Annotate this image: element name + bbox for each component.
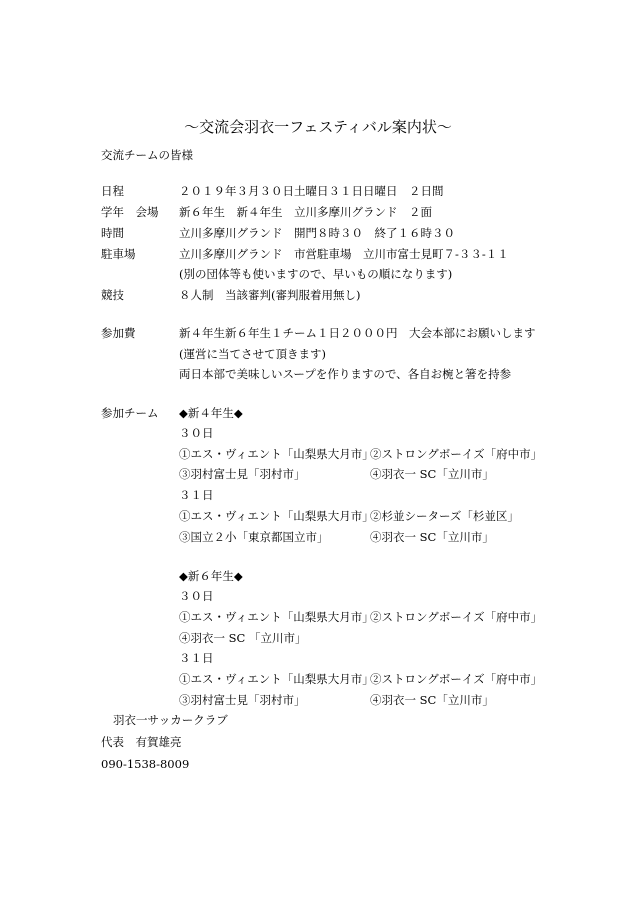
- grade6-day30-team: ②ストロングボーイズ「府中市」: [370, 610, 543, 624]
- grade6-day31: ３１日: [179, 651, 214, 665]
- fee-label: 参加費: [101, 326, 136, 340]
- grade6-day30-team: ①エス・ヴィエント「山梨県大月市」: [179, 610, 374, 624]
- representative: 代表 有賀雄亮: [101, 735, 182, 749]
- grade4-day31-team: ①エス・ヴィエント「山梨県大月市」: [179, 509, 374, 523]
- fee-line-3: 両日本部で美味しいスープを作りますので、各自お椀と箸を持参: [179, 367, 512, 381]
- grade4-day30-team: ④羽衣一 SC「立川市」: [370, 467, 494, 481]
- grade6-day30-team: ④羽衣一 SC 「立川市」: [179, 631, 307, 645]
- parking-label: 駐車場: [101, 247, 136, 261]
- grade4-day31-team: ②杉並シーターズ「杉並区」: [370, 509, 519, 523]
- rules-label: 競技: [101, 288, 124, 302]
- grade4-day31-team: ③国立２小「東京都国立市」: [179, 530, 329, 544]
- grade4-day30-team: ③羽村富士見「羽村市」: [179, 467, 306, 481]
- time-label: 時間: [101, 226, 124, 240]
- grade4-day31: ３１日: [179, 488, 214, 502]
- grade-venue-label: 学年 会場: [101, 205, 159, 219]
- grade4-day31-team: ④羽衣一 SC「立川市」: [370, 530, 494, 544]
- teams-label: 参加チーム: [101, 406, 159, 420]
- fee-line-2: (運営に当てさせて頂きます): [179, 347, 326, 361]
- salutation: 交流チームの皆様: [101, 148, 193, 162]
- fee-line-1: 新４年生新６年生１チーム１日２０００円 大会本部にお願いします: [179, 326, 536, 340]
- grade4-heading: ◆新４年生◆: [179, 406, 243, 420]
- phone-number: 090-1538-8009: [101, 757, 190, 771]
- date-label: 日程: [101, 184, 124, 198]
- club-name: 羽衣一サッカークラブ: [113, 713, 228, 727]
- grade6-day31-team: ④羽衣一 SC「立川市」: [370, 693, 494, 707]
- time-value: 立川多摩川グランド 開門８時３０ 終了１６時３０: [179, 226, 455, 240]
- parking-note: (別の団体等も使いますので、早いもの順になります): [179, 267, 453, 281]
- rules-value: ８人制 当該審判(審判服着用無し): [179, 288, 361, 302]
- grade6-day30: ３０日: [179, 589, 214, 603]
- grade4-day30-team: ②ストロングボーイズ「府中市」: [370, 447, 543, 461]
- grade4-day30: ３０日: [179, 426, 214, 440]
- date-value: ２０１９年３月３０日土曜日３１日日曜日 ２日間: [179, 184, 444, 198]
- document-title: ～交流会羽衣一フェスティバル案内状～: [184, 118, 452, 136]
- grade4-day30-team: ①エス・ヴィエント「山梨県大月市」: [179, 447, 374, 461]
- grade-venue-value: 新６年生 新４年生 立川多摩川グランド ２面: [179, 205, 432, 219]
- grade6-day31-team: ③羽村富士見「羽村市」: [179, 693, 306, 707]
- parking-value: 立川多摩川グランド 市営駐車場 立川市富士見町７-３３-１１: [179, 247, 509, 261]
- grade6-heading: ◆新６年生◆: [179, 569, 243, 583]
- grade6-day31-team: ②ストロングボーイズ「府中市」: [370, 672, 543, 686]
- grade6-day31-team: ①エス・ヴィエント「山梨県大月市」: [179, 672, 374, 686]
